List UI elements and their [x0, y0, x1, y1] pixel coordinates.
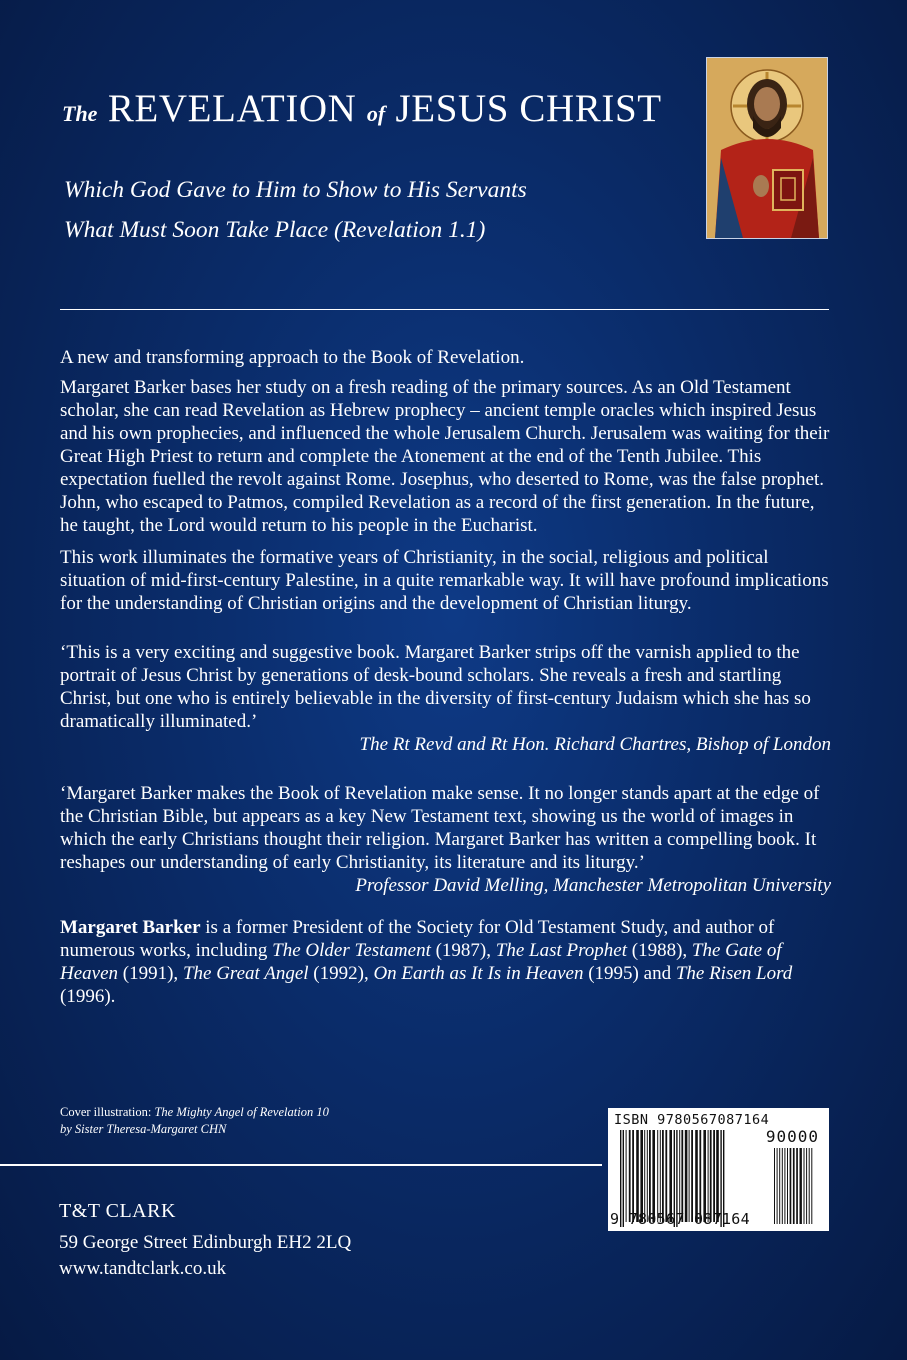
barcode-bar — [657, 1130, 658, 1222]
intro-line: A new and transforming approach to the Book of Revelation. — [60, 347, 525, 368]
review-attribution-2: Professor David Melling, Manchester Metropolitan University — [355, 875, 831, 896]
barcode-bar — [695, 1130, 698, 1222]
barcode-bar — [665, 1130, 667, 1222]
book-subtitle — [64, 170, 664, 250]
barcode-bar — [796, 1148, 798, 1224]
bio-work: On Earth as It Is in Heaven — [373, 963, 584, 984]
barcode-bar — [679, 1130, 680, 1222]
bio-work: The Gate of Heaven — [60, 940, 782, 984]
review-quote-2: ‘Margaret Barker makes the Book of Revelation make sense. It no longer stands apart at the edge of the Christian Bible, but appears as a key New Testament text, showing us the world of images in which the early Christians thought their religion. Margaret Barker has written a compelling book. It reshapes our understanding of early Christianity, its literature and its liturgy.’ — [60, 783, 820, 873]
isbn-barcode — [608, 1108, 829, 1231]
barcode-bar — [784, 1148, 785, 1224]
barcode-bar — [790, 1148, 792, 1224]
barcode-bar — [647, 1130, 648, 1222]
barcode-bar — [640, 1130, 643, 1222]
bio-work: The Last Prophet — [495, 940, 628, 961]
publisher-website: www.tandtclark.co.uk — [59, 1258, 227, 1279]
bio-text: (1996). — [60, 986, 116, 1007]
cover-illustration-credit — [60, 1104, 329, 1138]
bottom-divider — [0, 1164, 602, 1166]
credit-artist: by Sister Theresa-Margaret CHN — [60, 1122, 227, 1136]
barcode-bar — [652, 1130, 655, 1222]
barcode-bar — [636, 1130, 639, 1222]
review-attribution-1: The Rt Revd and Rt Hon. Richard Chartres, Bishop of London — [359, 734, 831, 755]
publisher-address: 59 George Street Edinburgh EH2 2LQ — [59, 1232, 352, 1253]
christ-icon-image — [707, 58, 827, 238]
ean-digits: 9 780567 087164 — [610, 1210, 750, 1228]
barcode-bar — [713, 1130, 715, 1222]
subtitle-line-1: Which God Gave to Him to Show to His Servants — [64, 177, 527, 203]
barcode-bar — [793, 1148, 795, 1224]
bio-text: (1995) and — [583, 963, 676, 984]
description-paragraph-2: This work illuminates the formative years of Christianity, in the social, religious and political situation of mid-first-century Palestine, in a quite remarkable way. It will have profound implications for the understanding of Christian origins and the development of Christian liturgy. — [60, 547, 829, 614]
credit-work: The Mighty Angel of Revelation 10 — [154, 1105, 329, 1119]
barcode-bar — [629, 1130, 631, 1222]
author-name: Margaret Barker — [60, 917, 201, 938]
barcode-bar — [804, 1148, 805, 1224]
barcode-bar — [809, 1148, 810, 1224]
barcode-bar — [779, 1148, 780, 1224]
barcode-bar — [689, 1130, 690, 1222]
book-title — [62, 86, 702, 131]
bio-text: is a former President of the Society for Old Testament Study, and author of numerous works, including — [60, 917, 775, 961]
bio-text: (1987), — [430, 940, 496, 961]
barcode-bar — [716, 1130, 719, 1222]
credit-label: Cover illustration: — [60, 1105, 155, 1119]
author-bio — [60, 916, 831, 1008]
barcode-bar — [800, 1148, 802, 1224]
barcode-bar — [681, 1130, 683, 1222]
publisher-block — [59, 1198, 351, 1282]
barcode-bar — [787, 1148, 788, 1224]
barcode-bar — [662, 1130, 664, 1222]
barcode-bar — [806, 1148, 807, 1224]
christ-icon-illustration — [706, 57, 828, 239]
barcode-bar — [811, 1148, 812, 1224]
title-revelation: REVELATION — [107, 87, 357, 130]
isbn-label: ISBN 9780567087164 — [614, 1112, 770, 1128]
description-paragraph-1: Margaret Barker bases her study on a fresh reading of the primary sources. As an Old Testament scholar, she can read Revelation as Hebrew prophecy – ancient temple oracles which inspired Jesus and his own prophecies, and influenced the whole Jerusalem Church. Jerusalem was waiting for their Great High Priest to return and complete the Atonement at the end of the Tenth Jubilee. This expectation fuelled the revolt against Rome. Josephus, who deserted to Rome, was the false prophet. John, who escaped to Patmos, compiled Revelation as a record of the first generation. In the future, he taught, the Lord would return to his people in the Eucharist. — [60, 377, 830, 536]
publisher-name: T&T CLARK — [59, 1200, 176, 1222]
title-the: The — [62, 101, 98, 126]
barcode-bar — [777, 1148, 778, 1224]
bio-text: (1991), — [118, 963, 183, 984]
barcode-bar — [703, 1130, 706, 1222]
barcode-bar — [774, 1148, 775, 1224]
barcode-bar — [710, 1130, 712, 1222]
title-of: of — [366, 101, 386, 126]
blurb — [60, 346, 831, 1017]
bio-work: The Great Angel — [182, 963, 309, 984]
barcode-bar — [685, 1130, 688, 1222]
bio-text: (1988), — [627, 940, 692, 961]
barcode-bar — [632, 1130, 634, 1222]
bio-text: (1992), — [308, 963, 374, 984]
barcode-bar — [782, 1148, 783, 1224]
barcode-bar — [708, 1130, 709, 1222]
review-quote-1: ‘This is a very exciting and suggestive book. Margaret Barker strips off the varnish applied to the portrait of Jesus Christ by generations of desk-bound scholars. She reveals a fresh and startling Christ, but one who is entirely believable in the diversity of first-century Judaism which she has so dramatically illuminated.’ — [60, 642, 811, 732]
subtitle-line-2: What Must Soon Take Place (Revelation 1.1) — [64, 217, 486, 243]
barcode-bar — [669, 1130, 672, 1222]
title-jesus-christ: JESUS CHRIST — [395, 87, 662, 130]
barcode-bar — [691, 1130, 693, 1222]
price-addon-code: 90000 — [765, 1127, 819, 1146]
barcode-bar — [699, 1130, 701, 1222]
barcode-bar — [626, 1130, 627, 1222]
barcode-bar — [660, 1130, 661, 1222]
bio-work: The Risen Lord — [675, 963, 793, 984]
top-divider — [60, 309, 829, 310]
bio-work: The Older Testament — [272, 940, 431, 961]
barcode-bar — [649, 1130, 651, 1222]
barcode-bar — [644, 1130, 645, 1222]
